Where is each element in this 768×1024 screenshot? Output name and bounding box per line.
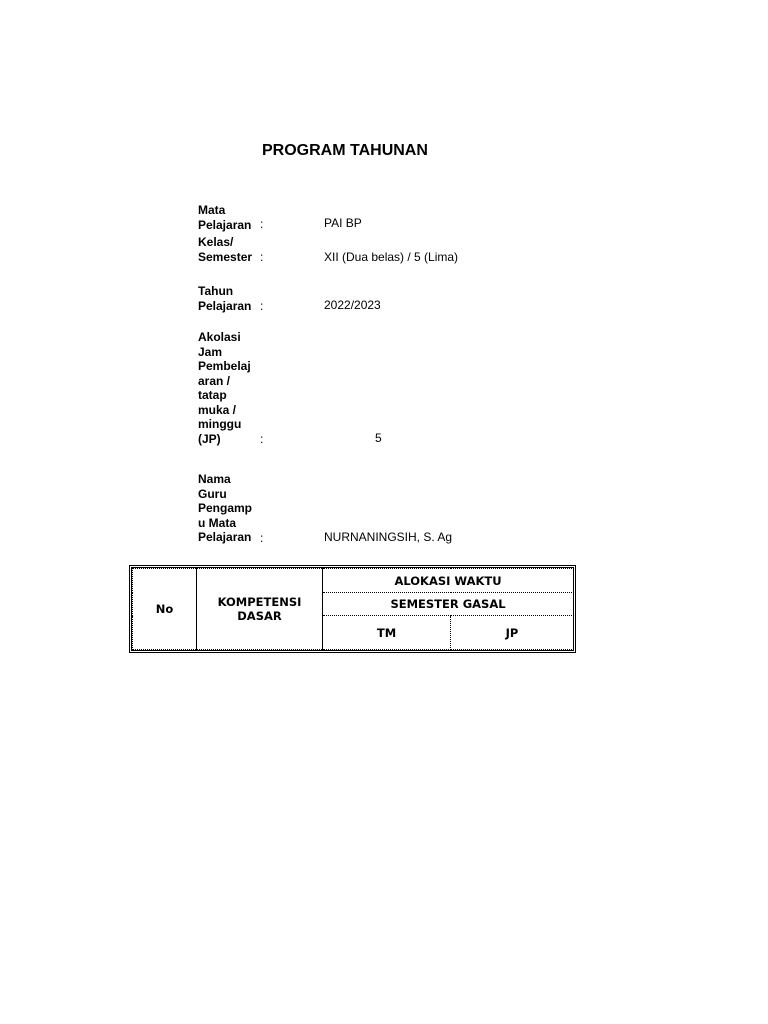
document-title: PROGRAM TAHUNAN [262,142,428,159]
field-value-tahun-pelajaran: 2022/2023 [324,298,381,312]
program-table [129,565,576,653]
header-kompetensi-dasar: KOMPETENSI DASAR [197,569,323,650]
field-colon: : [260,531,264,545]
field-label-kelas-semester: Kelas/ Semester [198,235,253,264]
field-colon: : [260,217,264,231]
field-label-alokasi-jam: Akolasi Jam Pembelaj aran / tatap muka / minggu (JP) [198,330,251,446]
field-value-alokasi-jam: 5 [375,431,382,445]
field-label-nama-guru: Nama Guru Pengamp u Mata Pelajaran [198,472,253,544]
program-table-grid [132,568,574,650]
field-label-mata-pelajaran: Mata Pelajaran [198,203,252,232]
field-colon: : [260,432,264,446]
header-no: No [133,569,197,650]
header-tm: TM [323,616,451,650]
header-alokasi-waktu: ALOKASI WAKTU [323,569,574,593]
header-jp: JP [451,616,574,650]
field-colon: : [260,299,264,313]
field-value-mata-pelajaran: PAI BP [324,216,362,230]
field-colon: : [260,250,264,264]
field-value-kelas-semester: XII (Dua belas) / 5 (Lima) [324,250,459,264]
field-value-nama-guru: NURNANINGSIH, S. Ag [324,530,453,544]
field-label-tahun-pelajaran: Tahun Pelajaran [198,284,252,313]
header-semester-gasal: SEMESTER GASAL [323,593,574,616]
